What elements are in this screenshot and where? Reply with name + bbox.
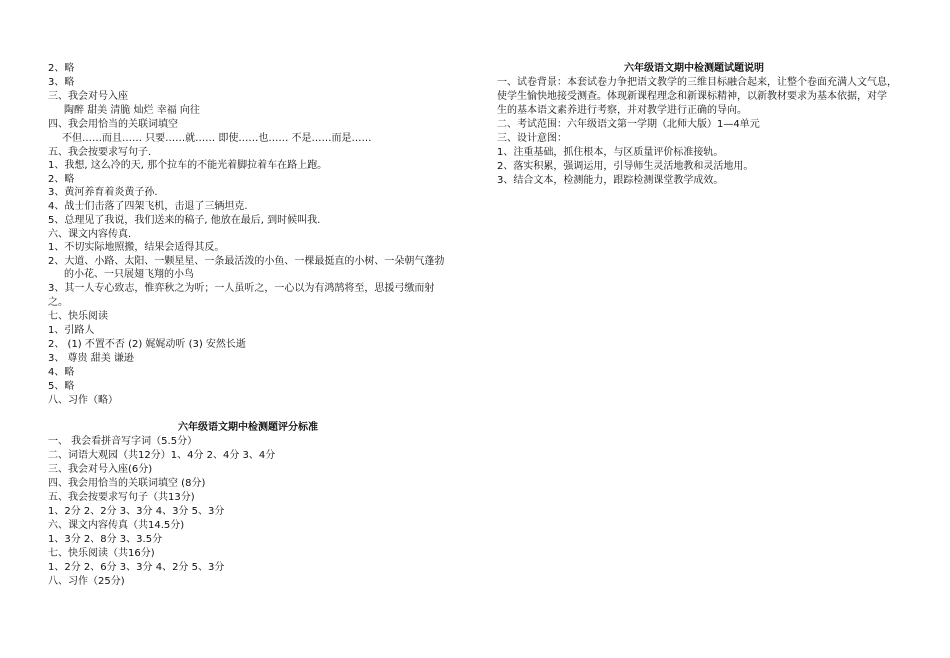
answer-line: 3、 尊贵 甜美 谦逊 <box>48 353 134 364</box>
description-line: 生的基本语文素养进行考察，并对教学进行正确的导向。 <box>497 105 747 116</box>
section-heading: 六、课文内容传真. <box>48 229 132 240</box>
answer-line: 不但……而且…… 只要……就…… 即使……也…… 不是……而是…… <box>62 133 372 144</box>
answer-line: 5、略 <box>48 381 75 392</box>
scoring-line: 六、课文内容传真（共14.5分) <box>48 520 185 531</box>
answer-line: 2、 (1) 不置不否 (2) 娓娓动听 (3) 安然长逝 <box>48 339 246 350</box>
description-line: 二、考试范围：六年级语文第一学期（北师大版）1—4单元 <box>497 119 760 130</box>
answer-line: 1、我想, 这么冷的天, 那个拉车的不能光着脚拉着车在路上跑。 <box>48 160 328 171</box>
answer-line: 2、略 <box>48 63 75 74</box>
scoring-line: 八、习作（25分) <box>48 576 125 587</box>
answer-line: 3、略 <box>48 77 75 88</box>
answer-line: 1、不切实际地照搬，结果会适得其反。 <box>48 242 225 253</box>
scoring-line: 二、词语大观园（共12分）1、4分 2、4分 3、4分 <box>48 450 276 461</box>
scoring-title: 六年级语文期中检测题评分标准 <box>178 422 318 433</box>
answer-line: 陶醉 甜美 清脆 灿烂 幸福 向往 <box>64 105 200 116</box>
scoring-line: 1、2分 2、2分 3、3分 4、3分 5、3分 <box>48 506 225 517</box>
description-title: 六年级语文期中检测题试题说明 <box>624 63 764 74</box>
description-line: 三、设计意图： <box>497 133 567 144</box>
answer-line: 的小花、一只展翅飞翔的小鸟 <box>64 269 194 280</box>
description-line: 2、落实积累，强调运用，引导师生灵活地教和灵活地用。 <box>497 161 754 172</box>
description-line: 3、结合文本，检测能力，跟踪检测课堂教学成效。 <box>497 175 724 186</box>
answer-line: 1、引路人 <box>48 325 95 336</box>
section-heading: 八、习作（略） <box>48 395 118 406</box>
answer-line: 5、总理见了我说，我们送来的稿子, 他放在最后, 到时候叫我. <box>48 215 321 226</box>
answer-line: 2、略 <box>48 174 75 185</box>
scoring-line: 四、我会用恰当的关联词填空 (8分) <box>48 478 206 489</box>
scoring-line: 1、2分 2、6分 3、3分 4、2分 5、3分 <box>48 562 225 573</box>
section-heading: 七、快乐阅读 <box>48 311 108 322</box>
answer-line: 4、战士们击落了四架飞机，击退了三辆坦克. <box>48 201 248 212</box>
scoring-line: 五、我会按要求写句子（共13分) <box>48 492 195 503</box>
answer-line: 4、略 <box>48 367 75 378</box>
scoring-line: 一、 我会看拼音写字词（5.5分） <box>48 436 198 447</box>
scoring-line: 三、我会对号入座(6分) <box>48 464 153 475</box>
answer-line: 3、黄河养育着炎黄子孙. <box>48 187 158 198</box>
section-heading: 三、我会对号入座 <box>48 91 128 102</box>
scoring-line: 七、快乐阅读（共16分) <box>48 548 155 559</box>
answer-line: 之。 <box>48 297 68 308</box>
description-line: 一、试卷背景：本套试卷力争把语文教学的三维目标融合起来，让整个卷面充满人文气息， <box>497 77 897 88</box>
description-line: 1、注重基础，抓住根本，与区质量评价标准接轨。 <box>497 147 724 158</box>
description-line: 使学生愉快地接受测查。体现新课程理念和新课标精神，以新教材要求为基本依据，对学 <box>497 91 887 102</box>
scoring-line: 1、3分 2、8分 3、3.5分 <box>48 534 163 545</box>
answer-line: 2、大道、小路、太阳、一颗星星、一条最活泼的小鱼、一棵最挺直的小树、一朵朝气蓬勃 <box>48 256 445 267</box>
section-heading: 五、我会按要求写句子. <box>48 147 152 158</box>
answer-line: 3、其一人专心致志，惟弈秋之为听；一人虽听之，一心以为有鸿鹄将至，思援弓缴而射 <box>48 283 435 294</box>
section-heading: 四、我会用恰当的关联词填空 <box>48 119 178 130</box>
